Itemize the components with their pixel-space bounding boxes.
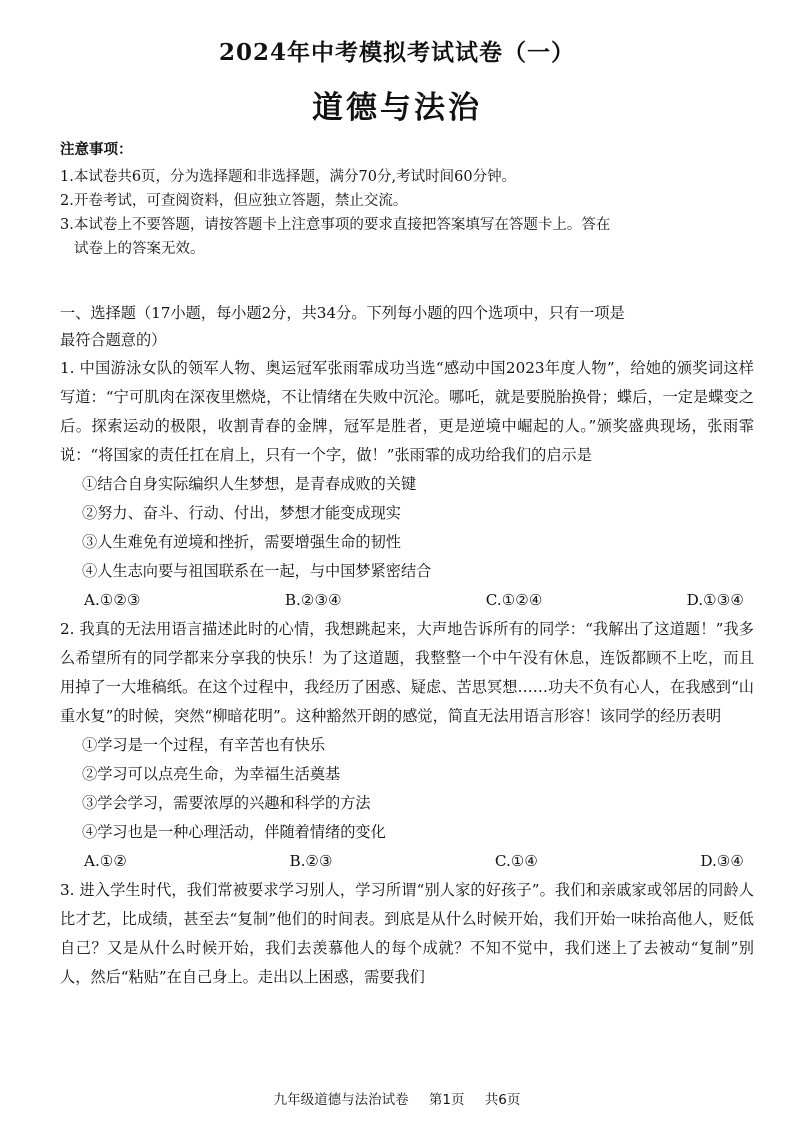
- notice-item: 3.本试卷上不要答题，请按答题卡上注意事项的要求直接把答案填写在答题卡上。答在: [60, 217, 611, 233]
- statement-option: ④人生志向要与祖国联系在一起，与中国梦紧密结合: [82, 562, 432, 580]
- statement-option: ①学习是一个过程，有辛苦也有快乐: [82, 736, 325, 754]
- section-heading: 一、选择题（17小题，每小题2分，共34分。下列每小题的四个选项中，只有一项是: [60, 304, 625, 322]
- footer-page-number: 第1页: [428, 1092, 465, 1108]
- page-footer: [0, 1088, 794, 1108]
- answer-choices: [60, 586, 754, 615]
- footer-page-total: 共6页: [484, 1092, 521, 1108]
- question-stem: 2. 我真的无法用语言描述此时的心情，我想跳起来，大声地告诉所有的同学：“我解出了这道题！”我多么希望所有的同学都来分享我的快乐！为了这道题，我整整一个中午没有休息，连饭都顾不上吃，而且用掉了一大堆稿纸。在这个过程中，我经历了困惑、疑虑、苦思冥想……功夫不负有心人，在我感到“山重水复”的时候，突然“柳暗花明”。这种豁然开朗的感觉，简直无法用语言形容！该同学的经历表明: [60, 620, 754, 725]
- question-stem: 1. 中国游泳女队的领军人物、奥运冠军张雨霏成功当选“感动中国2023年度人物”，给她的颁奖词这样写道：“宁可肌肉在深夜里燃烧，不让情绪在失败中沉沦。哪吒，就是要脱胎换骨；蝶后，一定是蝶变之后。探索运动的极限，收割青春的金牌，冠军是胜者，更是逆境中崛起的人。”颁奖盛典现场，张雨霏说：“将国家的责任扛在肩上，只有一个字，做！”张雨霏的成功给我们的启示是: [60, 359, 754, 464]
- statement-option: ②学习可以点亮生命，为幸福生活奠基: [82, 765, 341, 783]
- notice-heading: 注意事项：: [60, 141, 133, 158]
- footer-paper-name: 九年级道德与法治试卷: [273, 1092, 409, 1108]
- choice-c: C.①④: [494, 852, 539, 870]
- question-2: [60, 615, 754, 876]
- notice-item: 1.本试卷共6页，分为选择题和非选择题，满分70分,考试时间60分钟。: [60, 169, 517, 185]
- question-3: [60, 876, 754, 992]
- subject-title: 道德与法治: [312, 90, 482, 126]
- answer-choices: [60, 847, 754, 876]
- question-stem: 3. 进入学生时代，我们常被要求学习别人，学习所谓“别人家的好孩子”。我们和亲戚家或邻居的同龄人比才艺，比成绩，甚至去“复制”他们的时间表。到底是从什么时候开始，我们开始一味抬高他人，贬低自己？又是从什么时候开始，我们去羡慕他人的每个成就？不知不觉中，我们迷上了去被动“复制”别人，然后“粘贴”在自己身上。走出以上困惑，需要我们: [60, 881, 754, 986]
- choice-c: C.①②④: [485, 591, 543, 609]
- choice-d: D.③④: [700, 852, 745, 870]
- question-body: [60, 300, 754, 992]
- choice-a: A.①②: [84, 852, 128, 870]
- notice-item: 试卷上的答案无效。: [74, 241, 205, 257]
- statement-option: ②努力、奋斗、行动、付出，梦想才能变成现实: [82, 504, 401, 522]
- exam-title: 2024年中考模拟考试试卷（一）: [218, 39, 575, 66]
- notice-item: 2.开卷考试，可查阅资料，但应独立答题，禁止交流。: [60, 193, 408, 209]
- statement-option: ③学会学习，需要浓厚的兴趣和科学的方法: [82, 794, 371, 812]
- choice-d: D.①③④: [686, 591, 744, 609]
- notice-block: [60, 138, 754, 261]
- choice-a: A.①②③: [84, 591, 141, 609]
- statement-option: ④学习也是一种心理活动，伴随着情绪的变化: [82, 823, 386, 841]
- question-1: [60, 354, 754, 615]
- section-heading-cont: 最符合题意的）: [60, 331, 167, 349]
- choice-b: B.②③④: [284, 591, 342, 609]
- choice-b: B.②③: [289, 852, 333, 870]
- statement-option: ①结合自身实际编织人生梦想，是青春成败的关键: [82, 475, 417, 493]
- statement-option: ③人生难免有逆境和挫折，需要增强生命的韧性: [82, 533, 401, 551]
